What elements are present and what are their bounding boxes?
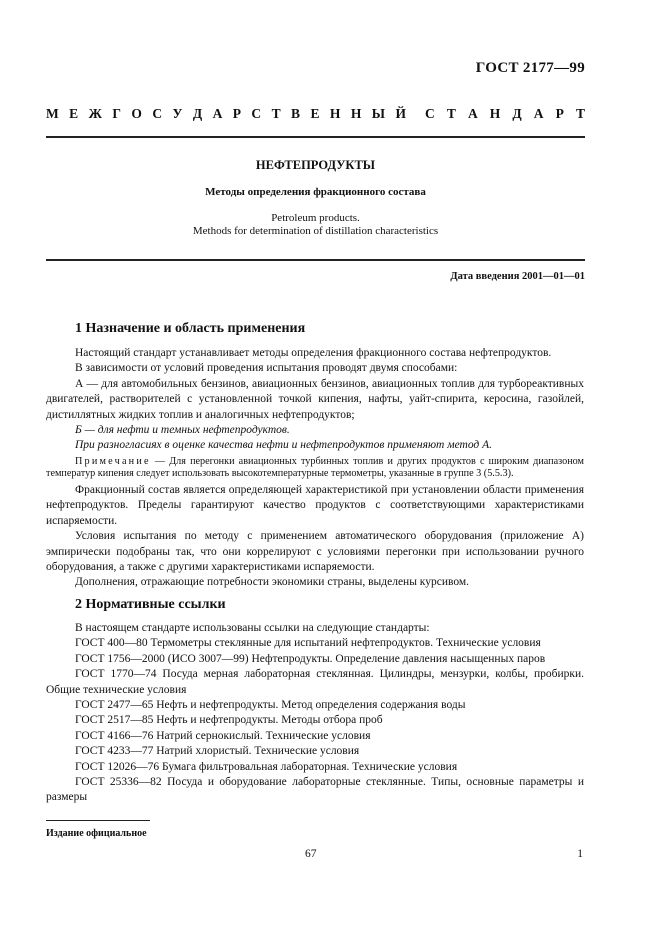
reference-item: ГОСТ 2477—65 Нефть и нефтепродукты. Метод определения содержания воды <box>75 699 466 712</box>
section-1-heading: 1 Назначение и область применения <box>75 321 306 336</box>
paragraph: Настоящий стандарт устанавливает методы определения фракционного состава нефтепродуктов. <box>75 347 552 359</box>
introduction-date: Дата введения 2001—01—01 <box>450 271 585 282</box>
banner-letter: А <box>467 106 478 121</box>
footer-rule <box>46 820 150 821</box>
banner-letter: С <box>425 106 435 121</box>
reference-item: ГОСТ 4166—76 Натрий сернокислый. Технические условия <box>75 729 371 742</box>
banner-letter: Н <box>350 106 362 121</box>
paragraph-italic: Б — для нефти и темных нефтепродуктов. <box>75 424 290 437</box>
note <box>46 456 584 481</box>
reference-item: ГОСТ 400—80 Термометры стеклянные для испытаний нефтепродуктов. Технические условия <box>75 637 541 650</box>
document-title: НЕФТЕПРОДУКТЫ <box>255 158 376 172</box>
paragraph: Фракционный состав является определяющей характеристикой при установлении области применения нефтепродуктов. Пределы гарантируют качество продуктов с соответствующими характеристиками испаряемости. <box>46 484 584 527</box>
banner-letter: Ы <box>371 106 386 121</box>
banner-letter: С <box>152 106 163 121</box>
sheet-number: 1 <box>577 848 583 860</box>
banner-letter: Е <box>69 106 79 121</box>
standard-number: ГОСТ 2177—99 <box>475 60 585 76</box>
banner-word-interstate <box>46 106 406 122</box>
paragraph-italic: При разногласиях в оценке качества нефти и нефтепродуктов применяют метод А. <box>75 439 493 452</box>
title-rule <box>46 259 585 261</box>
banner-letter: А <box>212 106 223 121</box>
banner-letter: Д <box>512 106 522 121</box>
section-2-heading: 2 Нормативные ссылки <box>75 597 226 612</box>
reference-item: ГОСТ 1756—2000 (ИСО 3007—99) Нефтепродукты. Определение давления насыщенных паров <box>75 652 546 665</box>
banner-letter: О <box>131 106 142 121</box>
banner-letter: В <box>291 106 301 121</box>
banner-letter: С <box>251 106 262 121</box>
banner-letter: М <box>46 106 59 121</box>
reference-item: ГОСТ 1770—74 Посуда мерная лабораторная стеклянная. Цилиндры, мензурки, колбы, пробирки. Общие технические условия <box>46 668 584 696</box>
banner-letter: А <box>533 106 544 121</box>
english-title <box>46 212 585 238</box>
banner-letter: Й <box>395 106 406 121</box>
banner-letter: Р <box>232 106 241 121</box>
reference-item: ГОСТ 4233—77 Натрий хлористый. Технические условия <box>75 745 360 758</box>
english-title-line2: Methods for determination of distillation characteristics <box>192 225 439 237</box>
reference-item: ГОСТ 25336—82 Посуда и оборудование лабораторные стеклянные. Типы, основные параметры и размеры <box>46 776 584 804</box>
section-2-body <box>46 621 584 806</box>
note-text: — Для перегонки авиационных турбинных топлив и других продуктов с широким диапазоном температур кипения следует использовать высокотемпературные термометры, указанные в группе 3 (5.5.3). <box>46 455 584 480</box>
banner-letter: Г <box>112 106 121 121</box>
reference-item: ГОСТ 2517—85 Нефть и нефтепродукты. Методы отбора проб <box>75 714 383 727</box>
banner-letter: Т <box>575 106 585 121</box>
reference-list <box>46 636 584 805</box>
standard-banner <box>46 106 585 122</box>
banner-letter: Ж <box>88 106 102 121</box>
banner-letter: Р <box>555 106 564 121</box>
top-rule <box>46 136 585 138</box>
banner-letter: Д <box>192 106 203 121</box>
page-number: 67 <box>305 848 317 860</box>
paragraph: Условия испытания по методу с применением автоматического оборудования (приложение А) эмпирически подобраны так, что они коррелируют с условиями перегонки при использовании ручного оборудования, а также с другими характеристиками испаряемости. <box>46 530 584 574</box>
note-label: Примечание <box>75 455 151 467</box>
banner-letter: Е <box>310 106 320 121</box>
section-1-body <box>46 346 584 591</box>
banner-letter: У <box>172 106 183 121</box>
banner-letter: Н <box>489 106 501 121</box>
banner-word-standard <box>425 106 585 122</box>
paragraph: Дополнения, отражающие потребности экономики страны, выделены курсивом. <box>75 576 470 589</box>
banner-letter: Т <box>446 106 456 121</box>
english-title-line1: Petroleum products. <box>271 212 360 224</box>
edition-label: Издание официальное <box>46 828 147 839</box>
reference-item: ГОСТ 12026—76 Бумага фильтровальная лабораторная. Технические условия <box>75 760 458 773</box>
paragraph: А — для автомобильных бензинов, авиационных бензинов, авиационных топлив для турбореактивных двигателей, растворителей с установленной точкой кипения, нафты, уайт-спирита, керосина, газойлей, дистиллятных жидких топлив и аналогичных нефтепродуктов; <box>46 377 584 421</box>
document-subtitle: Методы определения фракционного состава <box>205 186 426 198</box>
paragraph: В зависимости от условий проведения испытания проводят двумя способами: <box>75 362 458 375</box>
banner-letter: Т <box>271 106 281 121</box>
banner-letter: Н <box>329 106 341 121</box>
paragraph: В настоящем стандарте использованы ссылки на следующие стандарты: <box>75 622 430 634</box>
